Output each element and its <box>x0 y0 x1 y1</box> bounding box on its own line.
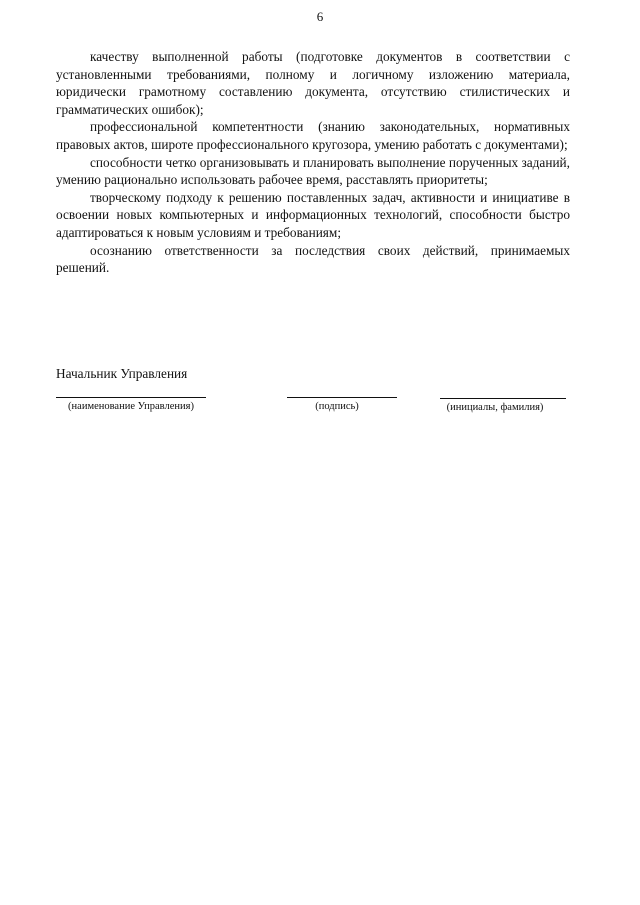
department-caption: (наименование Управления) <box>68 401 194 412</box>
body-text <box>56 48 570 277</box>
signature-line <box>287 397 397 398</box>
paragraph-organization-ability: способности четко организовывать и планировать выполнение порученных заданий, умению рационально использовать рабочее время, расставлять приоритеты; <box>56 154 570 188</box>
paragraph-work-quality: качеству выполненной работы (подготовке документов в соответствии с установленными требованиями, полному и логичному изложению материала, юридически грамотному составлению документа, отсутствию стилистических и грамматических ошибок); <box>56 49 570 117</box>
page-number: 6 <box>316 9 324 24</box>
name-caption: (инициалы, фамилия) <box>446 402 544 413</box>
paragraph-professional-competence: профессиональной компетентности (знанию законодательных, нормативных правовых актов, широте профессионального кругозора, умению работать с документами); <box>56 119 570 152</box>
name-line <box>440 398 566 399</box>
signature-caption: (подпись) <box>315 401 359 412</box>
paragraph-responsibility: осознанию ответственности за последствия своих действий, принимаемых решений. <box>56 242 570 276</box>
paragraph-creative-approach: творческому подходу к решению поставленных задач, активности и инициативе в освоении новых компьютерных и информационных технологий, способности быстро адаптироваться к новым условиям и требованиям; <box>56 189 570 240</box>
department-line <box>56 397 206 398</box>
signature-title: Начальник Управления <box>56 366 188 381</box>
